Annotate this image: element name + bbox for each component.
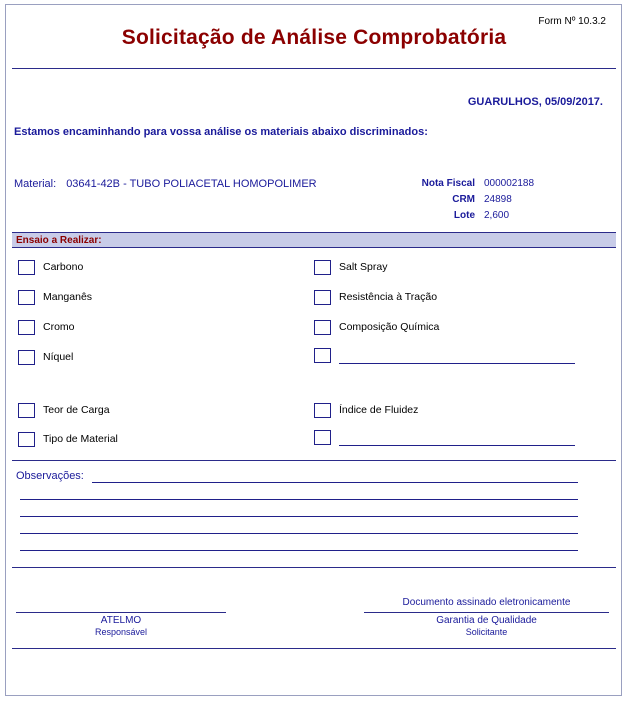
section-header-ensaio [12, 232, 616, 248]
signature-role-right: Solicitante [465, 627, 508, 637]
signature-name-right: Garantia de Qualidade [436, 615, 537, 626]
signature-divider [12, 567, 616, 568]
signature-role-left: Responsável [94, 627, 148, 637]
signature-line-left [16, 612, 226, 613]
material-label: Material: [14, 178, 57, 190]
checkbox-write-in-2[interactable] [314, 430, 331, 445]
section-divider [12, 460, 616, 461]
checkbox-label: Resistência à Tração [339, 291, 438, 303]
signature-name-left: ATELMO [100, 615, 142, 626]
crm-value: 24898 [484, 194, 512, 205]
observations-line-1[interactable] [92, 482, 578, 483]
checkbox-label: Índice de Fluidez [339, 404, 419, 416]
checkbox-teor-de-carga[interactable] [18, 403, 35, 418]
form-sheet [5, 4, 622, 696]
observations-line-4[interactable] [20, 533, 578, 534]
checkbox-tipo-de-material[interactable] [18, 432, 35, 447]
material-line [14, 178, 317, 190]
observations-label: Observações: [16, 470, 84, 482]
checkbox-label: Cromo [43, 321, 75, 333]
checkbox-label: Tipo de Material [43, 433, 118, 445]
write-in-line-2[interactable] [339, 445, 575, 446]
checkbox-salt-spray[interactable] [314, 260, 331, 275]
header-divider [12, 68, 616, 69]
checkbox-label: Carbono [43, 261, 84, 273]
write-in-line-1[interactable] [339, 363, 575, 364]
lote-value: 2,600 [484, 210, 510, 221]
checkbox-cromo[interactable] [18, 320, 35, 335]
checkbox-label: Salt Spray [339, 261, 388, 273]
checkbox-resistencia-a-tracao[interactable] [314, 290, 331, 305]
nota-fiscal-value: 000002188 [484, 178, 535, 189]
lote-label: Lote [453, 210, 475, 221]
checkbox-label: Manganês [43, 291, 93, 303]
checkbox-indice-de-fluidez[interactable] [314, 403, 331, 418]
meta-row [389, 194, 549, 205]
checkbox-label: Composição Química [339, 321, 440, 333]
observations-line-5[interactable] [20, 550, 578, 551]
nota-fiscal-label: Nota Fiscal [421, 178, 475, 189]
checkbox-write-in-1[interactable] [314, 348, 331, 363]
checkbox-label: Níquel [43, 351, 74, 363]
city-date: GUARULHOS, 05/09/2017. [467, 96, 603, 108]
page-title: Solicitação de Análise Comprobatória [121, 26, 507, 49]
material-value: 03641-42B - TUBO POLIACETAL HOMOPOLIMER [66, 178, 317, 190]
form-number: Form Nº 10.3.2 [538, 16, 606, 27]
footer-divider [12, 648, 616, 649]
checkbox-composicao-quimica[interactable] [314, 320, 331, 335]
intro-text: Estamos encaminhando para vossa análise os materiais abaixo discriminados: [14, 126, 428, 138]
checkbox-carbono[interactable] [18, 260, 35, 275]
form-header [12, 10, 616, 64]
section-title: Ensaio a Realizar: [16, 235, 102, 246]
electronic-signature-note: Documento assinado eletronicamente [402, 597, 571, 608]
checkbox-label: Teor de Carga [43, 404, 110, 416]
document-meta [389, 178, 549, 226]
observations-line-2[interactable] [20, 499, 578, 500]
meta-row [389, 178, 549, 189]
signature-line-right [364, 612, 609, 613]
crm-label: CRM [452, 194, 475, 205]
checkbox-manganes[interactable] [18, 290, 35, 305]
checkbox-niquel[interactable] [18, 350, 35, 365]
meta-row [389, 210, 549, 221]
observations-line-3[interactable] [20, 516, 578, 517]
